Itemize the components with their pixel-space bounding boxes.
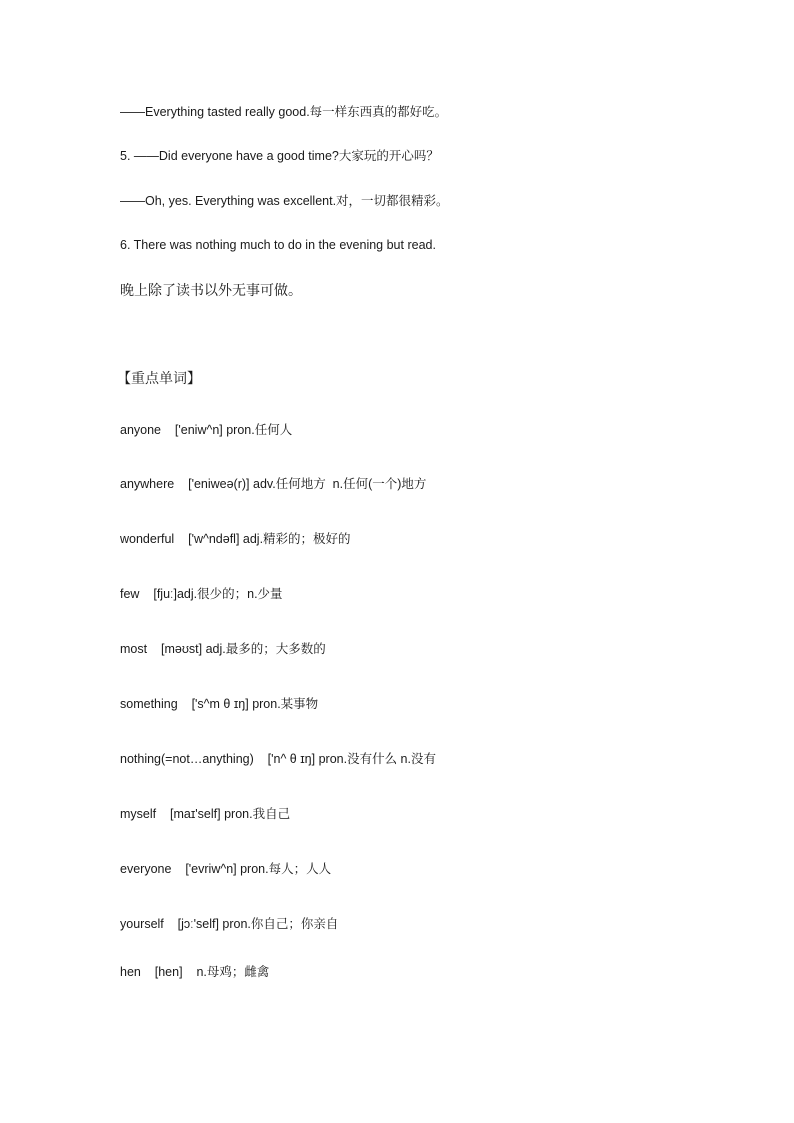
vocab-item: wonderful ['w^ndəfl] adj.精彩的；极好的: [120, 532, 351, 546]
vocab-item: yourself [jɔː'self] pron.你自己；你亲自: [120, 917, 339, 931]
sentence-line: ——Oh, yes. Everything was excellent.对，一切都很精彩。: [120, 194, 449, 208]
vocab-item: anyone ['eniw^n] pron.任何人: [120, 423, 293, 437]
vocab-item: myself [maɪ'self] pron.我自己: [120, 807, 291, 821]
sentence-line: 6. There was nothing much to do in the evening but read.: [120, 238, 436, 252]
vocab-item: nothing(=not…anything) ['n^ θ ɪŋ] pron.没有什么 n.没有: [120, 752, 436, 766]
vocab-item: hen [hen] n.母鸡；雌禽: [120, 965, 270, 979]
vocab-item: something ['s^m θ ɪŋ] pron.某事物: [120, 697, 319, 711]
vocab-heading: 【重点单词】: [117, 370, 201, 386]
sentence-line: ——Everything tasted really good.每一样东西真的都好吃。: [120, 105, 448, 119]
sentence-line: 5. ——Did everyone have a good time?大家玩的开心吗？: [120, 149, 439, 163]
vocab-item: anywhere ['eniweə(r)] adv.任何地方 n.任何(一个)地方: [120, 477, 427, 491]
vocab-item: few [fjuː]adj.很少的；n.少量: [120, 587, 283, 601]
sentence-translation: 晚上除了读书以外无事可做。: [120, 282, 302, 298]
vocab-item: everyone ['evriw^n] pron.每人；人人: [120, 862, 332, 876]
vocab-item: most [məʊst] adj.最多的；大多数的: [120, 642, 326, 656]
